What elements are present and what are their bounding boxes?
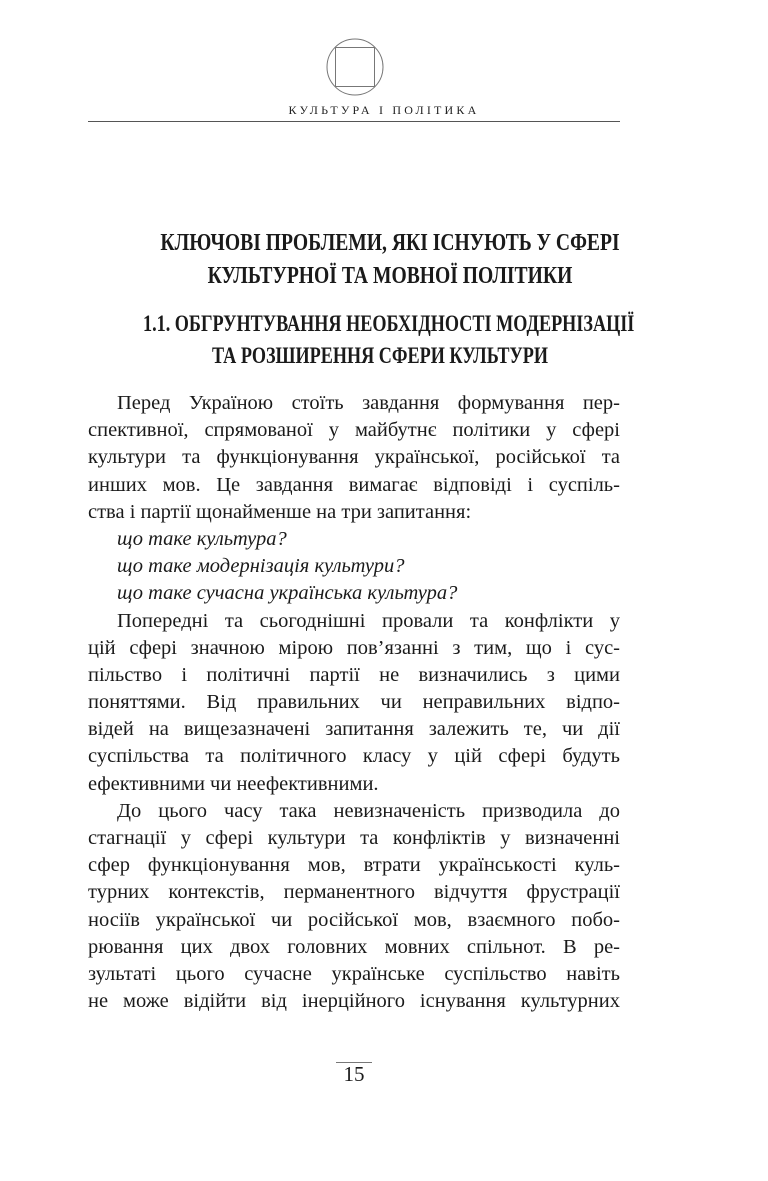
section-title [143, 308, 635, 372]
text-line: суспільства та політичного класу у цій сфері будуть [88, 745, 620, 768]
chapter-title [158, 226, 622, 292]
paragraph-2 [88, 608, 620, 798]
text-line: поняттями. Від правильних чи неправильних відпо- [88, 691, 620, 714]
text-line: культури та функціонування української, російської та [88, 446, 620, 469]
text-line: сфер функціонування мов, втрати українськості куль- [88, 854, 620, 877]
text-line: стагнації у сфері культури та конфліктів у визначенні [88, 827, 620, 849]
question-item: що таке сучасна українська культура? [117, 582, 458, 605]
circle-square-emblem-icon [326, 38, 384, 96]
text-line: инших мов. Це завдання вимагає відповіді і суспіль- [88, 473, 620, 496]
text-line: зультаті цього сучасне українське суспільство навіть [88, 962, 620, 985]
text-line: Перед Україною стоїть завдання формування пер- [117, 392, 620, 414]
header-divider [88, 121, 620, 122]
text-line: ефективними чи неефективними. [88, 772, 379, 795]
running-head: КУЛЬТУРА І ПОЛІТИКА [288, 103, 480, 117]
chapter-title-line: КУЛЬТУРНОЇ ТА МОВНОЇ ПОЛІТИКИ [207, 262, 573, 289]
text-line: відей на вищезазначені запитання залежить те, чи дії [88, 718, 620, 741]
question-item: що таке культура? [117, 527, 287, 550]
section-title-line: 1.1. ОБГРУНТУВАННЯ НЕОБХІДНОСТІ МОДЕРНІЗАЦІЇ [143, 311, 635, 336]
text-line: спективної, спрямованої у майбутнє політики у сфері [88, 419, 620, 442]
paragraph-3 [88, 798, 620, 1016]
body-text [88, 390, 620, 1015]
question-item: що таке модернізація культури? [117, 555, 405, 578]
text-line: Попередні та сьогоднішні провали та конфлікти у [117, 609, 620, 632]
question-list [88, 526, 620, 608]
text-line: ства і партії щонайменше на три запитання: [88, 500, 472, 523]
text-line: рювання цих двох головних мовних спільнот. В ре- [88, 935, 620, 958]
chapter-title-line: КЛЮЧОВІ ПРОБЛЕМИ, ЯКІ ІСНУЮТЬ У СФЕРІ [160, 229, 620, 256]
text-line: носіїв української чи російської мов, взаємного побо- [88, 908, 620, 931]
page-number: 15 [343, 1062, 365, 1086]
text-line: цій сфері значною мірою пов’язанні з тим, що і сус- [88, 636, 620, 659]
text-line: турних контекстів, перманентного відчуття фрустрації [88, 881, 620, 904]
text-line: не може відійти від інерційного існування культурних [88, 990, 620, 1013]
section-title-line: ТА РОЗШИРЕННЯ СФЕРИ КУЛЬТУРИ [211, 343, 549, 368]
paragraph-1 [88, 390, 620, 526]
text-line: До цього часу така невизначеність призводила до [117, 799, 620, 822]
text-line: пільство і політичні партії не визначились з цими [88, 663, 620, 686]
